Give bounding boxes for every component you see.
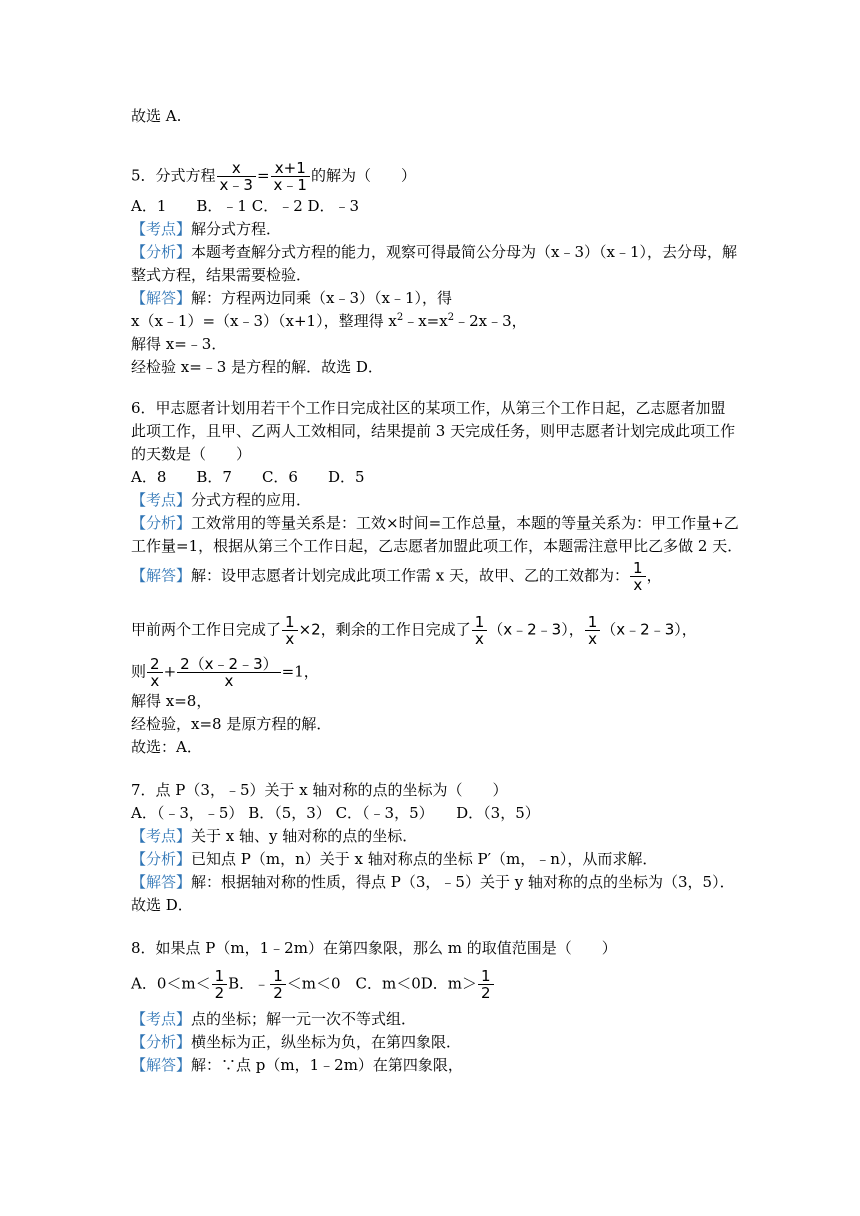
jieda-text: 解：设甲志愿者计划完成此项工作需 x 天，故甲、乙的工效都为： <box>191 566 630 585</box>
step-text: 甲前两个工作日完成了 <box>131 620 282 639</box>
fenxi-text: 已知点 P（m，n）关于 x 轴对称点的坐标 P′（m，﹣n），从而求解． <box>191 850 658 868</box>
fenxi-tag: 【分析】 <box>131 850 192 868</box>
q7-options: A．（﹣3，﹣5） B．（5，3） C．（﹣3，5） D．（3，5） <box>131 804 540 822</box>
fraction-1-over-x <box>472 614 488 647</box>
q6-step-2 <box>131 614 697 647</box>
q6-fenxi-2: 工作量=1，根据从第三个工作日起，乙志愿者加盟此项工作，本题需注意甲比乙多做 2 天． <box>131 537 743 555</box>
q5-step-4: 经检验 x=﹣3 是方程的解．故选 D． <box>131 358 383 376</box>
fenxi-text: 横坐标为正，纵坐标为负，在第四象限． <box>191 1033 462 1051</box>
fraction-1-over-x <box>630 560 646 593</box>
q5-fraction-2 <box>271 160 310 193</box>
fraction-numerator: 1 <box>270 968 286 985</box>
fraction-big <box>177 656 281 689</box>
fenxi-tag: 【分析】 <box>131 1033 192 1051</box>
times-two: ×2 <box>298 620 321 639</box>
q5-kaodian <box>131 219 281 239</box>
q5-stem-text: 5．分式方程 <box>131 166 216 185</box>
q7-jieda <box>131 872 735 892</box>
exponent: 2 <box>396 312 404 323</box>
kaodian-tag: 【考点】 <box>131 827 192 845</box>
fraction-one-half <box>212 968 228 1001</box>
fraction-numerator: 2 <box>147 656 163 673</box>
paren-expression: （x﹣2﹣3） <box>488 620 569 639</box>
q6-step-3 <box>131 656 319 689</box>
option-text: ＜m＜0 C．m＜0D．m＞ <box>286 974 477 993</box>
q6-step-4: 解得 x=8， <box>131 692 212 710</box>
fraction-1-over-x <box>585 614 601 647</box>
q7-fenxi <box>131 849 657 869</box>
q8-jieda <box>131 1055 463 1075</box>
option-text: A．0＜m＜ <box>131 974 211 993</box>
jieda-tag: 【解答】 <box>131 566 192 585</box>
fraction-numerator: 1 <box>585 614 601 631</box>
intro-line: 故选 A. <box>131 107 182 125</box>
jieda-text: 解：根据轴对称的性质，得点 P（3，﹣5）关于 y 轴对称的点的坐标为（3，5）． <box>191 873 735 891</box>
fraction-denominator: 2 <box>214 984 225 1002</box>
q8-kaodian <box>131 1009 416 1029</box>
q6-stem-3: 的天数是（ ） <box>131 445 252 463</box>
fraction-numerator: 2（x﹣2﹣3） <box>177 656 281 673</box>
q5-jieda <box>131 288 452 308</box>
paren-expression: （x﹣2﹣3） <box>601 620 682 639</box>
step-text: ，剩余的工作日完成了 <box>320 620 471 639</box>
fraction-numerator: 1 <box>212 968 228 985</box>
q6-stem-1: 6．甲志愿者计划用若干个工作日完成社区的某项工作，从第三个工作日起，乙志愿者加盟 <box>131 399 726 417</box>
jieda-text: 解：方程两边同乘（x﹣3）（x﹣1），得 <box>191 289 453 307</box>
q7-stem: 7．点 P（3，﹣5）关于 x 轴对称的点的坐标为（ ） <box>131 781 508 799</box>
q6-fenxi <box>131 513 739 533</box>
jieda-tag: 【解答】 <box>131 289 192 307</box>
q8-stem: 8．如果点 P（m，1﹣2m）在第四象限，那么 m 的取值范围是（ ） <box>131 939 617 957</box>
q6-kaodian <box>131 490 311 510</box>
fraction-denominator: x﹣1 <box>273 176 307 194</box>
jieda-text: 解：∵点 p（m，1﹣2m）在第四象限， <box>191 1056 463 1074</box>
punctuation: ， <box>646 566 662 585</box>
q7-kaodian <box>131 826 417 846</box>
fraction-numerator: 1 <box>478 968 494 985</box>
q6-options: A．8 B．7 C．6 D．5 <box>131 468 365 486</box>
q5-fenxi <box>131 242 737 262</box>
q5-step-2 <box>131 311 527 331</box>
fraction-2-over-x <box>147 656 163 689</box>
fraction-denominator: x﹣3 <box>219 176 253 194</box>
fraction-denominator: 2 <box>481 984 491 1002</box>
fraction-denominator: x <box>633 576 643 594</box>
step-text: x（x﹣1）=（x﹣3）（x+1），整理得 x <box>131 312 397 330</box>
q6-jieda <box>131 560 662 593</box>
kaodian-text: 点的坐标；解一元一次不等式组． <box>191 1010 417 1028</box>
fraction-numerator: 1 <box>282 614 298 631</box>
kaodian-text: 分式方程的应用． <box>191 491 312 509</box>
q8-fenxi <box>131 1032 461 1052</box>
q5-fraction-1 <box>217 160 256 193</box>
q5-step-3: 解得 x=﹣3． <box>131 335 227 353</box>
kaodian-tag: 【考点】 <box>131 220 192 238</box>
fraction-denominator: x <box>150 672 160 690</box>
fraction-denominator: x <box>588 630 597 648</box>
q8-options <box>131 968 495 1001</box>
kaodian-text: 解分式方程． <box>191 220 282 238</box>
step-text: ﹣2x﹣3， <box>454 312 527 330</box>
fraction-one-half <box>478 968 494 1001</box>
jieda-tag: 【解答】 <box>131 1056 192 1074</box>
fraction-numerator: 1 <box>630 560 646 577</box>
q5-stem <box>131 160 416 193</box>
punctuation: ， <box>681 620 697 639</box>
equals-sign: = <box>256 166 270 185</box>
fraction-denominator: 2 <box>273 984 283 1002</box>
fenxi-tag: 【分析】 <box>131 514 192 532</box>
option-text: B．﹣ <box>228 974 270 993</box>
fenxi-text: 本题考查解分式方程的能力，观察可得最简公分母为（x﹣3）（x﹣1），去分母，解 <box>191 243 738 261</box>
fenxi-tag: 【分析】 <box>131 243 192 261</box>
kaodian-tag: 【考点】 <box>131 491 192 509</box>
q7-end: 故选 D． <box>131 896 193 914</box>
fraction-denominator: x <box>475 630 484 648</box>
punctuation: ， <box>568 620 584 639</box>
fraction-one-half <box>270 968 286 1001</box>
fraction-denominator: x <box>285 630 295 648</box>
plus-sign: + <box>163 662 177 681</box>
jieda-tag: 【解答】 <box>131 873 192 891</box>
exponent: 2 <box>447 312 455 323</box>
fraction-numerator: x <box>217 160 256 177</box>
fraction-1-over-x <box>282 614 298 647</box>
q5-fenxi-2: 整式方程，结果需要检验． <box>131 266 312 284</box>
q6-step-5: 经检验，x=8 是原方程的解． <box>131 715 332 733</box>
fraction-numerator: x+1 <box>271 160 310 177</box>
q6-step-6: 故选：A． <box>131 738 202 756</box>
fraction-denominator: x <box>224 672 234 690</box>
fraction-numerator: 1 <box>472 614 488 631</box>
step-text: 则 <box>131 662 147 681</box>
q5-stem-tail: 的解为（ ） <box>310 166 416 185</box>
step-text: ﹣x=x <box>403 312 448 330</box>
kaodian-tag: 【考点】 <box>131 1010 192 1028</box>
kaodian-text: 关于 x 轴、y 轴对称的点的坐标． <box>191 827 418 845</box>
step-text: =1， <box>281 662 319 681</box>
q5-options: A．1 B．﹣1 C．﹣2 D．﹣3 <box>131 197 360 215</box>
fenxi-text: 工效常用的等量关系是：工效×时间=工作总量，本题的等量关系为：甲工作量+乙 <box>191 514 739 532</box>
q6-stem-2: 此项工作，且甲、乙两人工效相同，结果提前 3 天完成任务，则甲志愿者计划完成此项工作 <box>131 422 736 440</box>
